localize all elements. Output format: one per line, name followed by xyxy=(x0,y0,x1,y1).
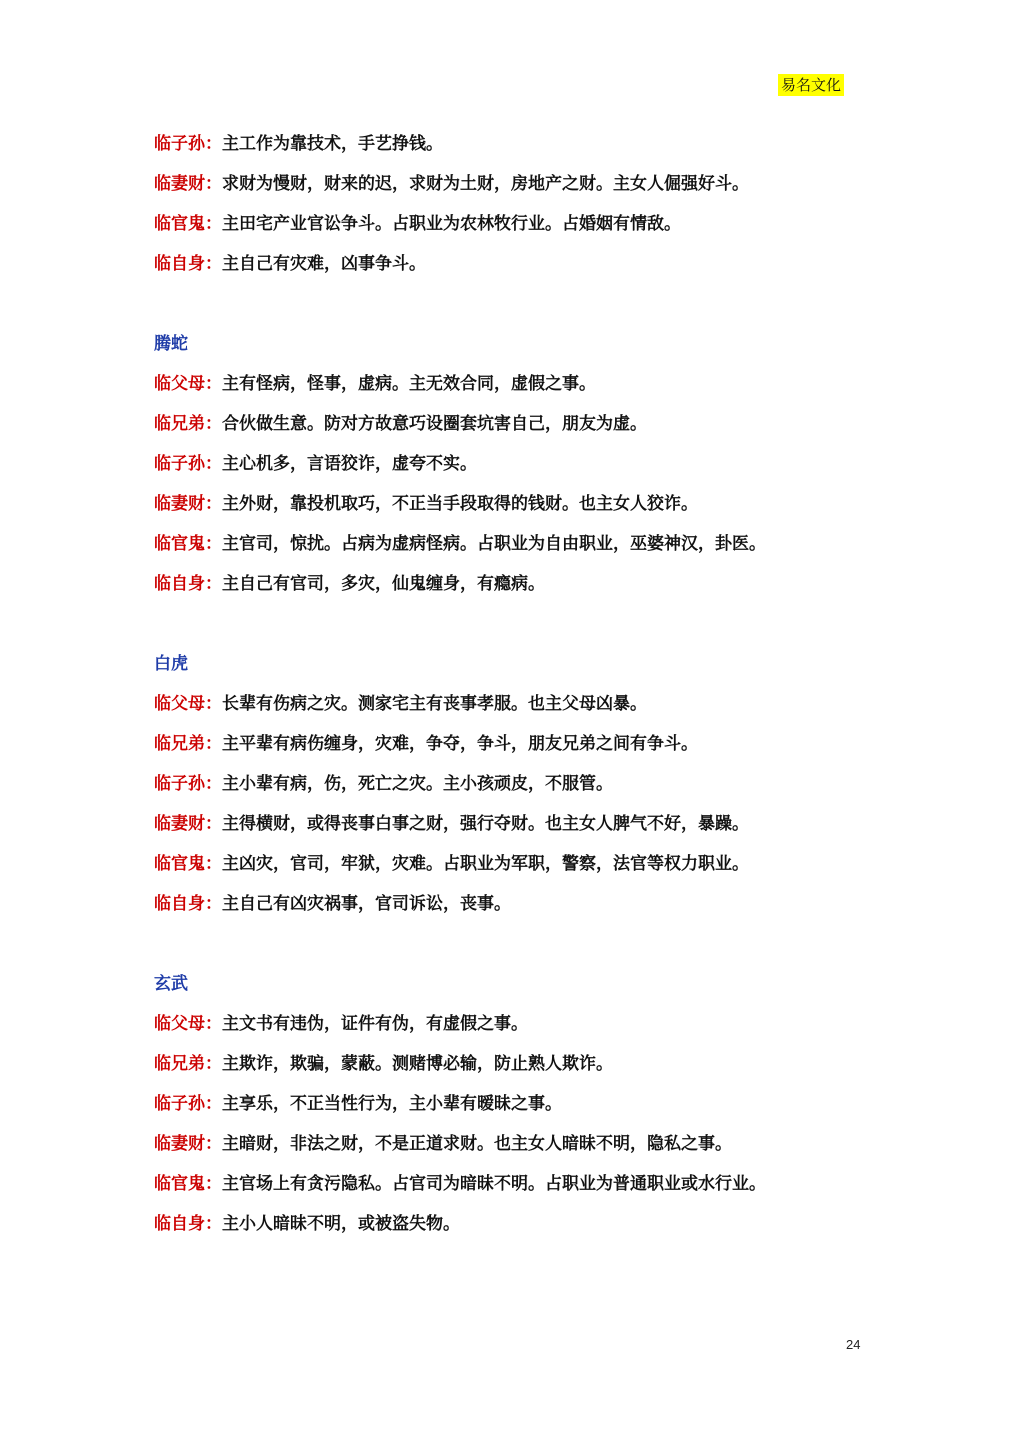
line-label: 临兄弟： xyxy=(154,734,222,754)
section-line xyxy=(154,568,874,608)
line-text: 主田宅产业官讼争斗。占职业为农林牧行业。占婚姻有情敌。 xyxy=(222,214,681,234)
line-label: 临自身： xyxy=(154,1214,222,1234)
section-spacer xyxy=(154,608,874,648)
line-label: 临官鬼： xyxy=(154,854,222,874)
line-text: 主官司，惊扰。占病为虚病怪病。占职业为自由职业，巫婆神汉，卦医。 xyxy=(222,534,766,554)
page-number: 24 xyxy=(846,1337,861,1352)
line-text: 主自己有凶灾祸事，官司诉讼，丧事。 xyxy=(222,894,511,914)
line-label: 临妻财： xyxy=(154,494,222,514)
section-spacer xyxy=(154,928,874,968)
line-label: 临妻财： xyxy=(154,814,222,834)
line-label: 临兄弟： xyxy=(154,414,222,434)
section-line xyxy=(154,768,874,808)
line-label: 临自身： xyxy=(154,894,222,914)
section-line xyxy=(154,688,874,728)
line-text: 主自己有官司，多灾，仙鬼缠身，有瘾病。 xyxy=(222,574,545,594)
section-line xyxy=(154,408,874,448)
section-line xyxy=(154,368,874,408)
section-line xyxy=(154,1128,874,1168)
line-label: 临自身： xyxy=(154,574,222,594)
line-label: 临官鬼： xyxy=(154,534,222,554)
section-line xyxy=(154,488,874,528)
section-line xyxy=(154,1168,874,1208)
line-text: 主自己有灾难，凶事争斗。 xyxy=(222,254,426,274)
line-label: 临子孙： xyxy=(154,774,222,794)
line-text: 主暗财，非法之财，不是正道求财。也主女人暗昧不明，隐私之事。 xyxy=(222,1134,732,1154)
line-label: 临兄弟： xyxy=(154,1054,222,1074)
section-line xyxy=(154,1048,874,1088)
line-text: 合伙做生意。防对方故意巧设圈套坑害自己，朋友为虚。 xyxy=(222,414,647,434)
section-line xyxy=(154,848,874,888)
line-text: 主小人暗昧不明，或被盗失物。 xyxy=(222,1214,460,1234)
line-text: 主外财，靠投机取巧，不正当手段取得的钱财。也主女人狡诈。 xyxy=(222,494,698,514)
section-line xyxy=(154,1008,874,1048)
line-label: 临官鬼： xyxy=(154,214,222,234)
section-line xyxy=(154,528,874,568)
line-label: 临父母： xyxy=(154,374,222,394)
document-content xyxy=(154,128,874,1248)
line-label: 临妻财： xyxy=(154,174,222,194)
section-line xyxy=(154,808,874,848)
line-text: 主工作为靠技术，手艺挣钱。 xyxy=(222,134,443,154)
line-text: 主平辈有病伤缠身，灾难，争夺，争斗，朋友兄弟之间有争斗。 xyxy=(222,734,698,754)
line-text: 求财为慢财，财来的迟，求财为土财，房地产之财。主女人倔强好斗。 xyxy=(222,174,749,194)
section-title-xuanwu: 玄武 xyxy=(154,974,188,994)
line-label: 临自身： xyxy=(154,254,222,274)
section-title-tengshe: 腾蛇 xyxy=(154,334,188,354)
line-text: 主有怪病，怪事，虚病。主无效合同，虚假之事。 xyxy=(222,374,596,394)
section-spacer xyxy=(154,288,874,328)
line-text: 主得横财，或得丧事白事之财，强行夺财。也主女人脾气不好，暴躁。 xyxy=(222,814,749,834)
line-label: 临妻财： xyxy=(154,1134,222,1154)
section-line xyxy=(154,728,874,768)
line-text: 长辈有伤病之灾。测家宅主有丧事孝服。也主父母凶暴。 xyxy=(222,694,647,714)
line-text: 主小辈有病，伤，死亡之灾。主小孩顽皮，不服管。 xyxy=(222,774,613,794)
line-label: 临子孙： xyxy=(154,454,222,474)
line-label: 临父母： xyxy=(154,1014,222,1034)
section-line xyxy=(154,448,874,488)
intro-line xyxy=(154,128,874,168)
line-text: 主心机多，言语狡诈，虚夸不实。 xyxy=(222,454,477,474)
line-label: 临官鬼： xyxy=(154,1174,222,1194)
line-text: 主欺诈，欺骗，蒙蔽。测赌博必输，防止熟人欺诈。 xyxy=(222,1054,613,1074)
intro-line xyxy=(154,248,874,288)
line-label: 临子孙： xyxy=(154,134,222,154)
line-label: 临子孙： xyxy=(154,1094,222,1114)
line-label: 临父母： xyxy=(154,694,222,714)
line-text: 主文书有违伪，证件有伪，有虚假之事。 xyxy=(222,1014,528,1034)
intro-line xyxy=(154,168,874,208)
section-title-baihu: 白虎 xyxy=(154,654,188,674)
header-tag: 易名文化 xyxy=(778,74,844,96)
line-text: 主享乐，不正当性行为，主小辈有暧昧之事。 xyxy=(222,1094,562,1114)
line-text: 主凶灾，官司，牢狱，灾难。占职业为军职，警察，法官等权力职业。 xyxy=(222,854,749,874)
intro-line xyxy=(154,208,874,248)
line-text: 主官场上有贪污隐私。占官司为暗昧不明。占职业为普通职业或水行业。 xyxy=(222,1174,766,1194)
section-line xyxy=(154,1088,874,1128)
section-line xyxy=(154,1208,874,1248)
section-line xyxy=(154,888,874,928)
